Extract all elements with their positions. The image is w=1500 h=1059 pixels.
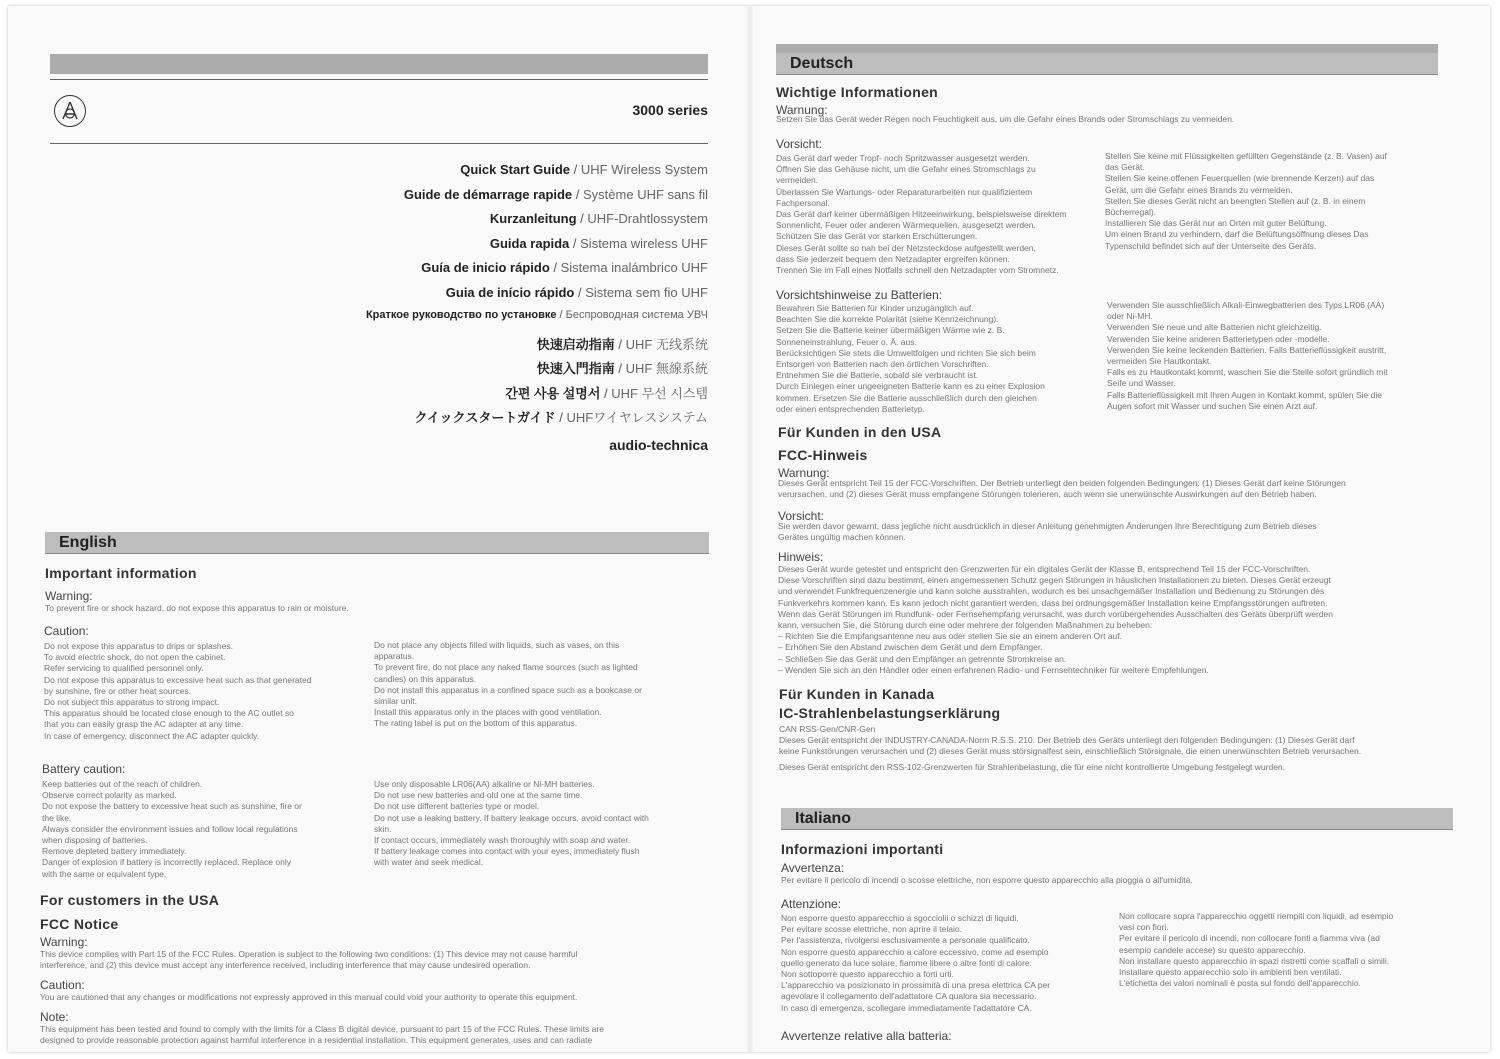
heading-customers-usa: For customers in the USA bbox=[40, 892, 220, 908]
quick-start-title: Краткое руководство по установке / Беспроводная система УВЧ bbox=[365, 309, 708, 321]
quick-start-title: クイックスタートガイド / UHFワイヤレスシステム bbox=[414, 410, 708, 425]
section-title-english: English bbox=[45, 532, 709, 554]
heading-fcc-vorsicht: Vorsicht: bbox=[778, 509, 825, 523]
series-label: 3000 series bbox=[632, 102, 708, 118]
heading-kunden-kanada: Für Kunden in Kanada bbox=[779, 686, 935, 702]
quick-start-title: Guide de démarrage rapide / Système UHF sans fil bbox=[403, 186, 708, 202]
caution-left-column: Do not expose this apparatus to drips or splashes. To avoid electric shock, do not open the cabinet. Refer servicing to qualified personnel only. Do not expose this apparatus to excessive heat such as that generated by sunshine, fire or other heat sources. Do not subject this apparatus to strong impact. This apparatus should be located close enough to the AC outlet so that you can easily grasp the AC adapter at any time. In case of emergency, disconnect the AC adapter quickly. bbox=[44, 641, 312, 741]
manual-sheet bbox=[8, 6, 1490, 1052]
vorsicht-right-column: Stellen Sie keine mit Flüssigkeiten gefüllten Gegenstände (z. B. Vasen) auf das Gerät. Stellen Sie keine offenen Feuerquellen (wie brennende Kerzen) auf das Gerät, um die Gefahr eines Brands zu vermeiden. Stellen Sie dieses Gerät nicht an beengten Stellen auf (z. B. in einem Bücherregal). Installieren Sie das Gerät nur an Orten mit guter Belüftung. Um einen Brand zu verhindern, darf die Belüftungsöffnung dieses Das Typenschild befindet sich auf der Unterseite des Geräts. bbox=[1105, 151, 1387, 251]
heading-warning: Warning: bbox=[45, 589, 93, 603]
heading-informazioni-importanti: Informazioni importanti bbox=[781, 841, 944, 857]
audio-technica-logo-icon bbox=[54, 95, 86, 127]
caution-right-column: Do not place any objects filled with liquids, such as vases, on this apparatus. To prevent fire, do not place any naked flame sources (such as lighted candles) on this apparatus. Do not install this apparatus in a confined space such as a bookcase or similar unit. Install this apparatus only in the places with good ventilation. The rating label is put on the bottom of this apparatus. bbox=[374, 640, 642, 729]
quick-start-title: Guia de início rápido / Sistema sem fio UHF bbox=[445, 284, 708, 300]
quick-start-title: Guía de inicio rápido / Sistema inalámbrico UHF bbox=[421, 260, 708, 275]
quick-start-title: Quick Start Guide / UHF Wireless System bbox=[460, 162, 708, 177]
rss-text: Dieses Gerät entspricht den RSS-102-Grenzwerten für Strahlenbelastung, die für eine nicht kontrollierte Umgebung festgelegt wurden. bbox=[779, 762, 1286, 772]
fcc-note-text: This equipment has been tested and found to comply with the limits for a Class B digital device, pursuant to part 15 of the FCC Rules. These limits are designed to provide reasonable protection against harmful interference in a residential installation. This equipment generates, uses and can radiate bbox=[40, 1024, 604, 1046]
avvertenza-text: Per evitare il pericolo di incendi o scosse elettriche, non esporre questo apparecchio alla pioggia o all'umidità. bbox=[781, 875, 1193, 885]
heading-avvertenza: Avvertenza: bbox=[781, 861, 845, 875]
fcc-caution-text: You are cautioned that any changes or modifications not expressly approved in this manual could void your authority to operate this equipment. bbox=[40, 992, 578, 1002]
heading-avvertenze-batteria: Avvertenze relative alla batteria: bbox=[781, 1029, 952, 1043]
fcc-warning-text: This device complies with Part 15 of the FCC Rules. Operation is subject to the following two conditions: (1) This device may not cause harmful interference, and (2) this device must accept any interference received, including interference that may cause undesired operation. bbox=[40, 949, 578, 971]
quick-start-list bbox=[366, 162, 708, 432]
section-title-italiano: Italiano bbox=[781, 808, 1453, 830]
heading-caution: Caution: bbox=[44, 624, 89, 638]
fcc-hinweis-text: Dieses Gerät wurde getestet und entspricht den Grenzwerten für ein digitales Gerät der Klasse B, entsprechend Teil 15 der FCC-Vorschriften. Diese Vorschriften sind dazu bestimmt, einen angemessenen Schutz gegen Störungen in häuslichen Installationen zu bieten. Dieses Gerät erzeugt und verwendet Funkfrequenzenergie und kann solche ausstrahlen, wodurch es bei unsachgemäßer Installation und Bedienung zu Störungen des Funkverkehrs kommen kann. Es kann jedoch nicht garantiert werden, dass bei ordnungsgemäßer Installation keine Empfangsstörungen auftreten. Wenn das Gerät Störungen im Rundfunk- oder Fernsehempfang verursacht, was durch vorübergehendes Ausschalten des Geräts überprüft werden kann, versuchen Sie, die Störung durch eine oder mehrere der folgenden Maßnahmen zu beheben: – Richten Sie die Empfangsantenne neu aus oder stellen Sie sie an einem anderen Ort auf. – Erhöhen Sie den Abstand zwischen dem Gerät und dem Empfänger. – Schließen Sie das Gerät und den Empfänger an getrennte Stromkreise an. – Wenden Sie sich an den Händler oder einen erfahrenen Radio- und Fernsehtechniker für weitere Empfehlungen. bbox=[778, 564, 1334, 675]
heading-warnung: Warnung: bbox=[776, 103, 828, 117]
heading-fcc-note: Note: bbox=[40, 1010, 69, 1024]
heading-fcc-warnung: Warnung: bbox=[778, 466, 830, 480]
heading-important-information: Important information bbox=[45, 565, 197, 581]
section-title-deutsch: Deutsch bbox=[776, 53, 1438, 75]
quick-start-title: 快速入門指南 / UHF 無線系統 bbox=[536, 361, 708, 376]
heading-attenzione: Attenzione: bbox=[781, 897, 842, 911]
fcc-vorsicht-text: Sie werden davor gewarnt, dass jegliche nicht ausdrücklich in dieser Anleitung genehmigten Änderungen Ihre Berechtigung zum Betrieb dieses Gerätes ungültig machen können. bbox=[778, 521, 1317, 543]
attenzione-right-column: Non collocare sopra l'apparecchio oggetti riempiti con liquidi, ad esempio vasi con fiori. Per evitare il pericolo di incendi, non collocare fonti a fiamma viva (ad esempio candele accese) su questo apparecchio. Non installare questo apparecchio in spazi ristretti come scaffali o simili. Installare questo apparecchio solo in ambienti ben ventilati. L'etichetta dei valori nominali è posta sul fondo dell'apparecchio. bbox=[1119, 911, 1394, 989]
cover-mid-rule bbox=[50, 143, 708, 144]
quick-start-title: Guida rapida / Sistema wireless UHF bbox=[489, 235, 708, 251]
brand-name: audio-technica bbox=[609, 437, 708, 453]
heading-fcc-notice: FCC Notice bbox=[40, 916, 119, 932]
battery-left-column: Keep batteries out of the reach of children. Observe correct polarity as marked. Do not expose the battery to excessive heat such as sunshine, fire or the like. Always consider the environment issues and follow local regulations when disposing of batteries. Remove depleted battery immediately. Danger of explosion if battery is incorrectly replaced. Replace only with the same or equivalent type. bbox=[42, 779, 302, 879]
quick-start-title: 간편 사용 설명서 / UHF 무선 시스템 bbox=[505, 385, 708, 401]
warning-text: To prevent fire or shock hazard, do not expose this apparatus to rain or moisture. bbox=[45, 603, 349, 613]
heading-batterien: Vorsichtshinweise zu Batterien: bbox=[776, 288, 943, 302]
heading-fcc-hinweis-note: Hinweis: bbox=[778, 550, 824, 564]
battery-right-column: Use only disposable LR06(AA) alkaline or Ni-MH batteries. Do not use new batteries and old one at the same time. Do not use different batteries type or model. Do not use a leaking battery. If battery leakage occurs, avoid contact with skin. If contact occurs, immediately wash thoroughly with soap and water. If battery leakage comes into contact with your eyes, immediately flush with water and seek medical. bbox=[374, 779, 649, 868]
cover-top-rule bbox=[50, 79, 708, 80]
heading-ic-erklaerung: IC-Strahlenbelastungserklärung bbox=[779, 705, 1001, 721]
attenzione-left-column: Non esporre questo apparecchio a sgocciolii o schizzi di liquidi. Per evitare scosse elettriche, non aprire il telaio. Per l'assistenza, rivolgersi esclusivamente a personale qualificato. Non esporre questo apparecchio a calore eccessivo, come ad esempio quello generato da luce solare, fiamme libere o altre fonti di calore. Non sottoporre questo apparecchio a forti urti. L'apparecchio va posizionato in prossimità di una presa elettrica CA per agevolare il collegamento dell'adattatore CA qualora sia necessario. In caso di emergenza, scollegare immediatamente l'adattatore CA. bbox=[781, 913, 1051, 1013]
heading-fcc-hinweis: FCC-Hinweis bbox=[778, 447, 868, 463]
heading-wichtige-informationen: Wichtige Informationen bbox=[776, 84, 939, 100]
warnung-text: Setzen Sie das Gerät weder Regen noch Feuchtigkeit aus, um die Gefahr eines Brands oder Stromschlags zu vermeiden. bbox=[776, 114, 1235, 124]
vorsicht-left-column: Das Gerät darf weder Tropf- noch Spritzwasser ausgesetzt werden. Öffnen Sie das Gehäuse nicht, um die Gefahr eines Stromschlags zu vermeiden. Überlassen Sie Wartungs- oder Reparaturarbeiten nur qualifiziertem Fachpersonal. Das Gerät darf keiner übermäßigen Hitzeeinwirkung, beispielsweise direktem Sonnenlicht, Feuer oder anderen Wärmequellen, ausgesetzt werden. Schützen Sie das Gerät vor starken Erschütterungen. Dieses Gerät sollte so nah bei der Netzsteckdose aufgestellt werden, dass Sie jederzeit bequem den Netzadapter ergreifen können. Trennen Sie im Fall eines Notfalls schnell den Netzadapter vom Stromnetz. bbox=[776, 153, 1067, 276]
batterien-left-column: Bewahren Sie Batterien für Kinder unzugänglich auf. Beachten Sie die korrekte Polarität (siehe Kennzeichnung). Setzen Sie die Batterie keiner übermäßigen Wärme wie z. B. Sonneneinstrahlung, Feuer o. Ä. aus. Berücksichtigen Sie stets die Umweltfolgen und richten Sie sich beim Entsorgen von Batterien nach den örtlichen Vorschriften. Entnehmen Sie die Batterie, sobald sie verbraucht ist. Durch Einlegen einer ungeeigneten Batterie kann es zu einer Explosion kommen. Ersetzen Sie die Batterie ausschließlich durch den gleichen oder einen entsprechenden Batterietyp. bbox=[776, 303, 1045, 414]
heading-vorsicht: Vorsicht: bbox=[776, 137, 823, 151]
heading-kunden-usa: Für Kunden in den USA bbox=[778, 424, 942, 440]
cover-top-bar bbox=[50, 54, 708, 74]
quick-start-title: Kurzanleitung / UHF-Drahtlossystem bbox=[489, 211, 708, 226]
heading-fcc-caution: Caution: bbox=[40, 978, 85, 992]
quick-start-title: 快速启动指南 / UHF 无线系统 bbox=[536, 336, 708, 352]
fcc-warnung-text: Dieses Gerät entspricht Teil 15 der FCC-Vorschriften. Der Betrieb unterliegt den beiden folgenden Bedingungen: (1) Dieses Gerät darf keine Störungen verursachen, und (2) dieses Gerät muss empfangene Störungen tolerieren, auch wenn sie unerwünschte Auswirkungen auf den Betrieb haben. bbox=[778, 478, 1346, 500]
page-fold bbox=[747, 6, 753, 1052]
heading-fcc-warning: Warning: bbox=[40, 935, 88, 949]
kanada-text: CAN RSS-Gen/CNR-Gen Dieses Gerät entspricht der INDUSTRY-CANADA-Norm R.S.S. 210. Der Betrieb des Geräts unterliegt den folgenden Bedingungen: (1) Dieses Gerät darf keine Funkstörungen verursachen und (2) dieses Gerät muss störsignalfest sein, einschließlich Störsignale, die einen unerwünschten Betrieb verursachen. bbox=[779, 724, 1362, 757]
heading-battery-caution: Battery caution: bbox=[42, 762, 126, 776]
batterien-right-column: Verwenden Sie ausschließlich Alkali-Einwegbatterien des Typs LR06 (AA) oder Ni-MH. Verwenden Sie neue und alte Batterien nicht gleichzeitig. Verwenden Sie keine anderen Batterietypen oder -modelle. Verwenden Sie keine leckenden Batterien. Falls Batterieflüssigkeit austritt, vermeiden Sie Hautkontakt. Falls es zu Hautkontakt kommt, waschen Sie die Stelle sofort gründlich mit Seife und Wasser. Falls Batterieflüssigkeit mit Ihren Augen in Kontakt kommt, spülen Sie die Augen sofort mit Wasser und suchen Sie einen Arzt auf. bbox=[1107, 300, 1388, 411]
